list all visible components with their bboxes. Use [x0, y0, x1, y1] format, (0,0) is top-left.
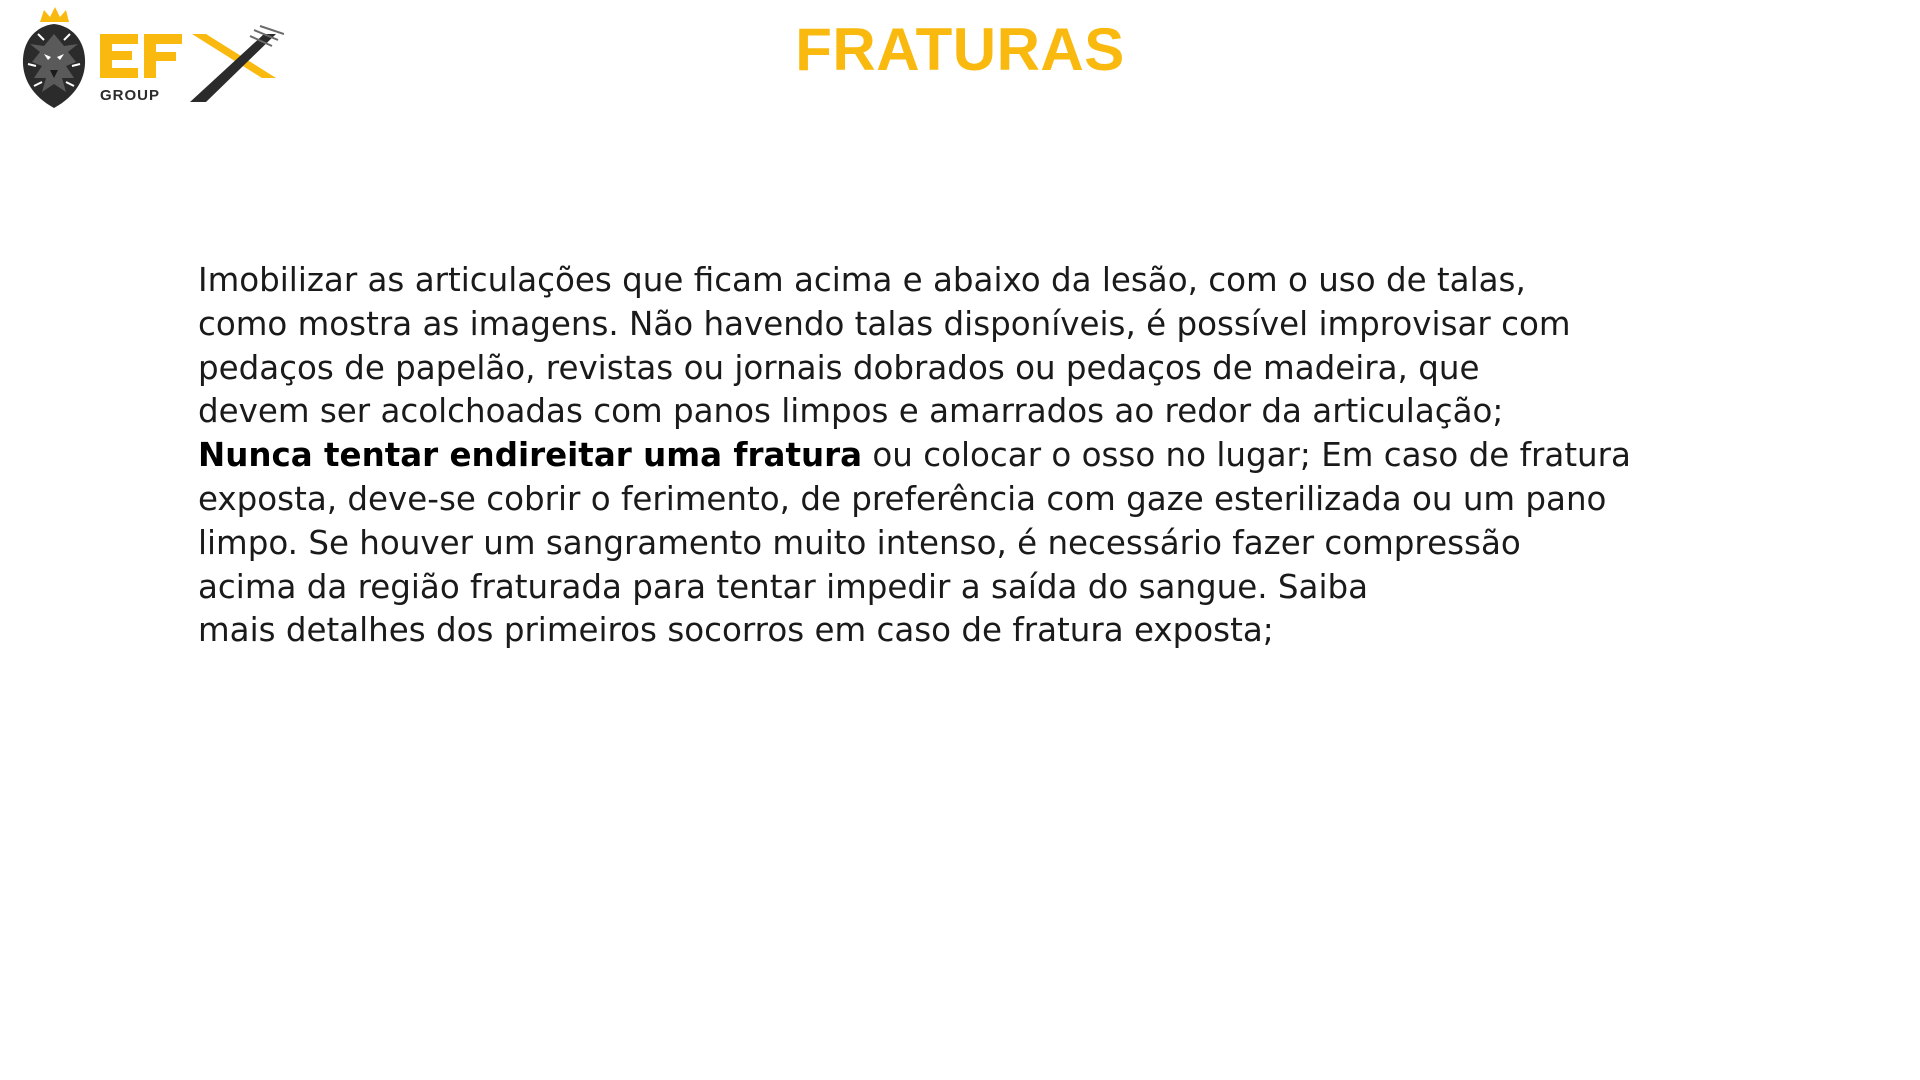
text-line-6: exposta, deve-se cobrir o ferimento, de preferência com gaze esterilizada ou um pano: [198, 479, 1607, 518]
text-line-3: pedaços de papelão, revistas ou jornais dobrados ou pedaços de madeira, que: [198, 348, 1480, 387]
logo-subtext: GROUP: [100, 87, 161, 104]
body-paragraph: [198, 259, 1758, 653]
text-line-2: como mostra as imagens. Não havendo talas disponíveis, é possível improvisar com: [198, 304, 1571, 343]
slide-title: FRATURAS: [795, 16, 1125, 83]
text-line-5-rest: ou colocar o osso no lugar; Em caso de fratura: [862, 436, 1631, 475]
text-line-8: acima da região fraturada para tentar impedir a saída do sangue. Saiba: [198, 567, 1369, 606]
text-line-9: mais detalhes dos primeiros socorros em caso de fratura exposta;: [198, 611, 1274, 650]
bold-warning: Nunca tentar endireitar uma fratura: [198, 436, 863, 475]
text-line-4: devem ser acolchoadas com panos limpos e amarrados ao redor da articulação;: [198, 392, 1504, 431]
text-line-5: [198, 434, 1758, 478]
text-line-7: limpo. Se houver um sangramento muito intenso, é necessário fazer compressão: [198, 523, 1521, 562]
text-line-1: Imobilizar as articulações que ficam acima e abaixo da lesão, com o uso de talas,: [198, 261, 1526, 299]
